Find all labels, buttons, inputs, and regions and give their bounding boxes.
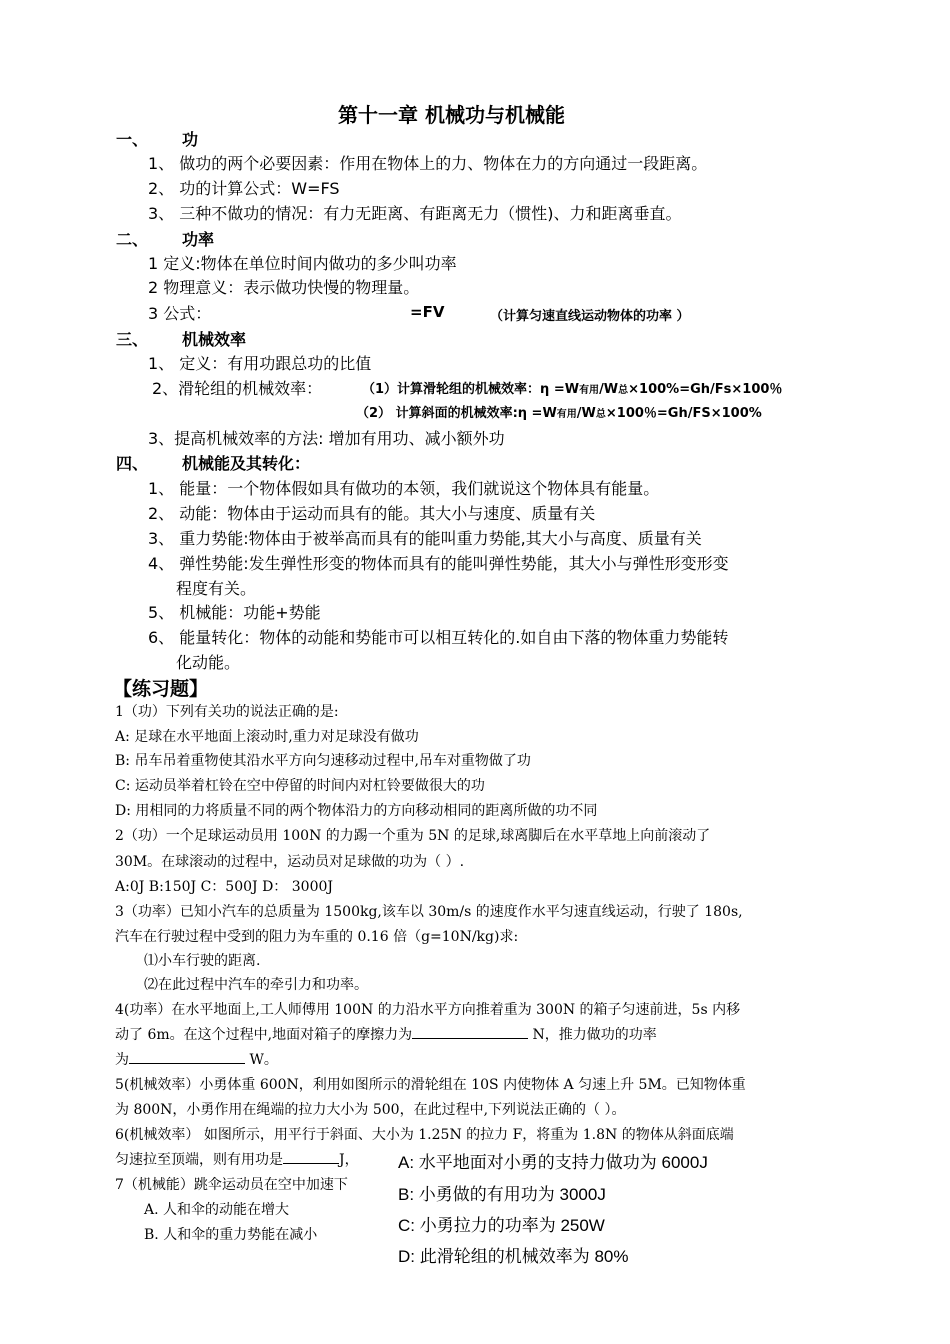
s2-item-1: 1 定义:物体在单位时间内做功的多少叫功率	[148, 254, 457, 273]
q7-option-b: B. 人和伞的重力势能在减小	[144, 1227, 318, 1243]
incline-formula-part-b: /W	[576, 406, 596, 421]
q1-option-a: A: 足球在水平地面上滚动时,重力对足球没有做功	[115, 729, 419, 745]
s4-item-3: 3、 重力势能:物体由于被举高而具有的能叫重力势能,其大小与高度、质量有关	[148, 529, 702, 548]
s4-item-2: 2、 动能：物体由于运动而具有的能。其大小与速度、质量有关	[148, 504, 596, 523]
s4-item-4: 4、 弹性势能:发生弹性形变的物体而具有的能叫弹性势能，其大小与弹性形变形变	[148, 554, 729, 573]
s1-item-2: 2、 功的计算公式：W=FS	[148, 179, 340, 198]
s2-formula: =FV	[410, 303, 445, 321]
s2-formula-label: 3 公式：	[148, 304, 212, 323]
incline-formula-sub-useful: 有用	[556, 409, 577, 420]
q3-stem-line-1: 3（功率）已知小汽车的总质量为 1500kg,该车以 30m/s 的速度作水平匀速直线运动，行驶了 180s,	[115, 904, 743, 920]
section-3-number: 三、	[116, 330, 149, 349]
q7-stem: 7（机械能）跳伞运动员在空中加速下	[115, 1177, 348, 1193]
q2-options: A:0J B:150J C：500J D： 3000J	[115, 879, 333, 895]
s2-formula-note: （计算匀速直线运动物体的功率 ）	[490, 309, 690, 324]
q2-stem-line-1: 2（功）一个足球运动员用 100N 的力踢一个重为 5N 的足球,球离脚后在水平草地上向前滚动了	[115, 828, 711, 844]
q5-option-a: A: 水平地面对小勇的支持力做功为 6000J	[398, 1153, 708, 1172]
s3-item-2-label: 2、滑轮组的机械效率：	[152, 379, 323, 398]
section-1-heading: 功	[182, 130, 199, 149]
s4-item-1: 1、 能量：一个物体假如具有做功的本领，我们就说这个物体具有能量。	[148, 479, 660, 498]
s3-item-3: 3、提高机械效率的方法: 增加有用功、减小额外功	[148, 429, 505, 448]
q4-friction-blank[interactable]	[412, 1026, 528, 1039]
q5-option-b: B: 小勇做的有用功为 3000J	[398, 1185, 606, 1204]
q4-stem-line-3	[115, 1049, 278, 1069]
incline-efficiency-formula	[356, 402, 762, 421]
q5-option-c: C: 小勇拉力的功率为 250W	[398, 1216, 605, 1235]
q1-option-b: B: 吊车吊着重物使其沿水平方向匀速移动过程中,吊车对重物做了功	[115, 753, 531, 769]
q2-stem-line-2: 30M。在球滚动的过程中，运动员对足球做的功为（ ）.	[115, 854, 465, 870]
s1-item-1: 1、 做功的两个必要因素：作用在物体上的力、物体在力的方向通过一段距离。	[148, 154, 708, 173]
q3-sub-1: ⑴小车行驶的距离.	[144, 953, 261, 969]
q6-useful-work-blank[interactable]	[283, 1151, 339, 1164]
q4-text-d: W。	[245, 1052, 278, 1068]
q5-option-d: D: 此滑轮组的机械效率为 80%	[398, 1247, 629, 1266]
pulley-efficiency-formula	[362, 378, 782, 397]
q4-stem-line-2	[115, 1024, 657, 1044]
q4-stem-line-1: 4(功率）在水平地面上,工人师傅用 100N 的力沿水平方向推着重为 300N 的箱子匀速前进，5s 内移	[115, 1002, 741, 1018]
section-3-heading: 机械效率	[182, 330, 247, 349]
incline-formula-sub-total: 总	[595, 409, 606, 420]
section-2-heading: 功率	[182, 230, 215, 249]
q1-option-d: D: 用相同的力将质量不同的两个物体沿力的方向移动相同的距离所做的功不同	[115, 803, 598, 819]
q5-stem-line-1: 5(机械效率）小勇体重 600N，利用如图所示的滑轮组在 10S 内使物体 A 匀速上升 5M。已知物体重	[115, 1077, 746, 1093]
s4-item-4-cont: 程度有关。	[176, 579, 257, 598]
incline-formula-part-c: ×100％=Gh/FS×100%	[605, 406, 762, 421]
section-4-number: 四、	[116, 454, 149, 473]
page-title: 第十一章 机械功与机械能	[338, 103, 565, 127]
pulley-formula-sub-total: 总	[618, 385, 629, 396]
pulley-formula-part-a: （1）计算滑轮组的机械效率：η =W	[362, 382, 580, 397]
q5-options-textbox	[392, 1146, 708, 1276]
s4-item-6: 6、 能量转化：物体的动能和势能市可以相互转化的.如自由下落的物体重力势能转	[148, 628, 729, 647]
q6-stem-line-1: 6(机械效率） 如图所示，用平行于斜面、大小为 1.25N 的拉力 F，将重为 1.8N 的物体从斜面底端	[115, 1127, 734, 1143]
s3-item-1: 1、 定义：有用功跟总功的比值	[148, 354, 372, 373]
pulley-formula-part-b: /W	[599, 382, 619, 397]
q1-option-c: C: 运动员举着杠铃在空中停留的时间内对杠铃要做很大的功	[115, 778, 485, 794]
pulley-formula-part-c: ×100%=Gh/Fs×100％	[628, 382, 783, 397]
q4-text-a: 动了 6m。在这个过程中,地面对箱子的摩擦力为	[115, 1027, 413, 1043]
q5-stem-line-2: 为 800N，小勇作用在绳端的拉力大小为 500，在此过程中,下列说法正确的（ ）。	[115, 1102, 626, 1118]
q4-text-c: 为	[115, 1052, 129, 1068]
s2-item-2: 2 物理意义：表示做功快慢的物理量。	[148, 278, 420, 297]
q3-stem-line-2: 汽车在行驶过程中受到的阻力为车重的 0.16 倍（g=10N/kg)求:	[115, 929, 519, 945]
q4-power-blank[interactable]	[129, 1051, 245, 1064]
q7-option-a: A. 人和伞的动能在增大	[144, 1202, 290, 1218]
section-2-number: 二、	[116, 230, 149, 249]
incline-formula-part-a: （2） 计算斜面的机械效率:η =W	[356, 406, 557, 421]
q4-text-b: N，推力做功的功率	[528, 1027, 657, 1043]
q3-sub-2: ⑵在此过程中汽车的牵引力和功率。	[144, 977, 368, 993]
section-4-heading: 机械能及其转化：	[182, 454, 311, 473]
s4-item-5: 5、 机械能：功能+势能	[148, 603, 321, 622]
q6-text-a: 匀速拉至顶端，则有用功是	[115, 1152, 283, 1168]
practice-header: 【练习题】	[113, 678, 209, 700]
s1-item-3: 3、 三种不做功的情况：有力无距离、有距离无力（惯性)、力和距离垂直。	[148, 204, 682, 223]
section-1-number: 一、	[116, 130, 149, 149]
q1-stem: 1（功）下列有关功的说法正确的是:	[115, 704, 339, 720]
q6-text-b: J，	[339, 1152, 359, 1168]
s4-item-6-cont: 化动能。	[176, 653, 241, 672]
q6-stem-line-2	[115, 1149, 359, 1169]
pulley-formula-sub-useful: 有用	[579, 385, 600, 396]
